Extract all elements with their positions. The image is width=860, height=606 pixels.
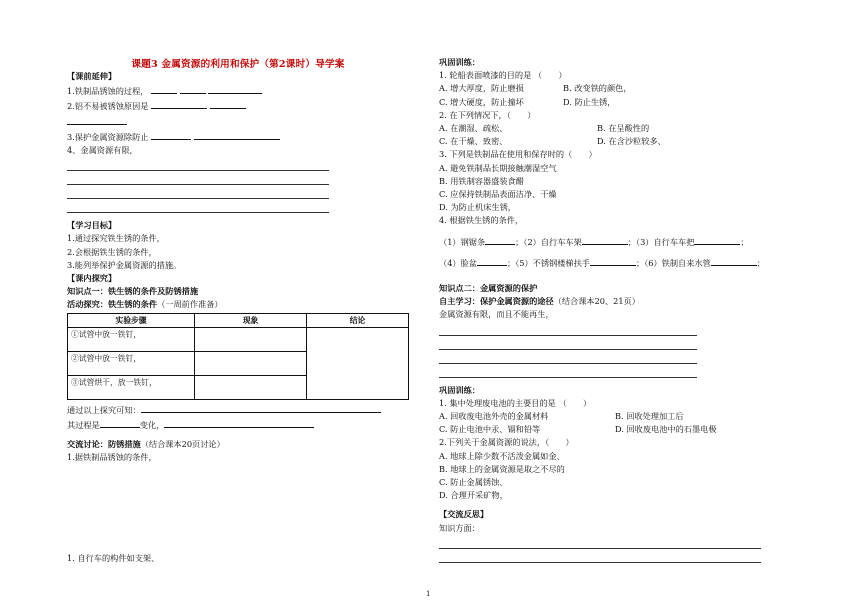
question-3-option-a[interactable]: A. 避免铁制品长期接触潮湿空气	[439, 162, 557, 173]
knowledge-point-2: 知识点二：金属资源的保护	[439, 283, 538, 294]
blank[interactable]	[711, 255, 757, 266]
answer-line[interactable]	[439, 552, 761, 563]
answer-line[interactable]	[67, 202, 329, 213]
blank[interactable]	[694, 234, 740, 245]
section-goals: 【学习目标】	[67, 220, 117, 231]
question-w1-options-ab: A. 回收废电池外壳的金属材料 B. 回收处理加工后	[439, 411, 684, 422]
step-3: ③试管烘干，放一铁钉，	[68, 375, 195, 399]
answer-line[interactable]	[67, 174, 329, 185]
header-phenomenon: 现象	[195, 313, 307, 327]
question-4-row-1: （1）钢锯条 ；（2）自行车车架 ；（3）自行车车把 ；	[439, 234, 774, 249]
phenomenon-cell[interactable]	[195, 351, 307, 375]
question-w2-option-c[interactable]: C. 防止金属锈蚀、	[439, 477, 508, 488]
goal-1: 1.通过探究铁生锈的条件，	[67, 233, 165, 244]
question-w1: 1. 集中处理废电池的主要目的是 （ ）	[439, 397, 592, 408]
blank[interactable]	[141, 402, 381, 413]
activity-title: 活动探究：铁生锈的条件（一周前作准备）	[67, 299, 223, 310]
bicycle-question: 1. 自行车的构件如支架、	[67, 553, 160, 564]
question-2-options-cd: C. 在干燥、致密、 D. 在含沙粒较多、	[439, 136, 666, 147]
discussion-item-1: 1.据铁制品锈蚀的条件，	[67, 452, 157, 463]
conclusion-line-1: 通过以上探究可知：	[67, 402, 409, 417]
answer-line[interactable]	[67, 160, 329, 171]
blank[interactable]	[151, 129, 191, 140]
header-steps: 实验步骤	[68, 313, 195, 327]
question-1-options-ab: A. 增大厚度，防止磨损 B. 改变铁的颜色，	[439, 83, 632, 94]
page-title: 课题3 金属资源的利用和保护（第2课时）导学案	[131, 59, 345, 70]
section-reflection: 【交流反思】	[439, 509, 489, 520]
question-3-option-b[interactable]: B. 用铁制容器盛装食醋	[439, 175, 524, 186]
pre-item-1: 1.铁制品锈蚀的过程，	[67, 83, 409, 98]
question-w2-option-a[interactable]: A. 地球上除少数不活泼金属如金、	[439, 450, 565, 461]
blank[interactable]	[210, 98, 246, 109]
blank[interactable]	[180, 83, 206, 94]
blank[interactable]	[477, 255, 507, 266]
blank[interactable]	[590, 255, 636, 266]
left-column	[67, 70, 409, 566]
pre-item-3: 3.保护金属资源除防止	[67, 129, 409, 144]
answer-line[interactable]	[439, 538, 761, 549]
blank[interactable]	[485, 234, 515, 245]
blank[interactable]	[151, 83, 177, 94]
question-w1-options-cd: C. 防止电池中汞、镉和铅等 D. 回收废电池中的石墨电极	[439, 424, 717, 435]
step-2: ②试管中放一铁钉，	[68, 351, 195, 375]
discussion-title: 交流讨论：防锈措施（结合课本20页讨论）	[67, 439, 225, 450]
section-in-class: 【课内探究】	[67, 273, 117, 284]
answer-line[interactable]	[439, 367, 697, 378]
practice-title-2: 巩固训练：	[439, 384, 480, 395]
blank[interactable]	[208, 83, 262, 94]
page-number: 1	[426, 590, 431, 598]
blank[interactable]	[100, 417, 140, 428]
experiment-table	[67, 313, 409, 400]
question-w2: 2.下列关于金属资源的说法，（ ）	[439, 437, 574, 448]
blank[interactable]	[582, 234, 628, 245]
phenomenon-cell[interactable]	[195, 375, 307, 399]
goal-2: 2.会根据铁生锈的条件，	[67, 246, 157, 257]
section-pre-class: 【课前延伸】	[67, 71, 117, 81]
question-3-option-d[interactable]: D. 为防止机床生锈，	[439, 202, 516, 213]
header-conclusion: 结论	[307, 313, 409, 327]
answer-line[interactable]	[67, 188, 329, 199]
goal-3: 3.能列举保护金属资源的措施。	[67, 259, 182, 270]
self-study-question: 金属资源有限，而且不能再生，	[439, 309, 554, 320]
blank[interactable]	[194, 129, 280, 140]
question-1-options-cd: C. 增大硬度，防止撞坏 D. 防止生锈，	[439, 96, 616, 107]
question-3: 3. 下列是铁制品在使用和保存时的（ ）	[439, 149, 597, 160]
pre-item-2b	[67, 114, 409, 129]
phenomenon-cell[interactable]	[195, 327, 307, 351]
blank[interactable]	[164, 417, 314, 428]
practice-title-1: 巩固训练：	[439, 57, 480, 67]
question-3-option-c[interactable]: C. 应保持铁制品表面洁净、干燥	[439, 189, 557, 200]
conclusion-cell[interactable]	[307, 327, 409, 399]
pre-item-4: 4、金属资源有限，	[67, 145, 138, 156]
question-w2-option-b[interactable]: B. 地球上的金属资源是取之不尽的	[439, 463, 565, 474]
question-w2-option-d[interactable]: D. 合理开采矿物，	[439, 490, 508, 501]
blank[interactable]	[67, 114, 127, 125]
question-2-options-ab: A. 在潮湿、疏松、 B. 在呈酸性的	[439, 123, 650, 134]
step-1: ①试管中放一铁钉，	[68, 327, 195, 351]
blank[interactable]	[151, 98, 207, 109]
answer-line[interactable]	[439, 339, 697, 350]
question-1: 1. 轮船表面喷漆的目的是 （ ）	[439, 70, 567, 81]
conclusion-line-2: 其过程是 变化，	[67, 417, 409, 432]
answer-line[interactable]	[439, 353, 697, 364]
knowledge-point-1: 知识点一：铁生锈的条件及防锈措施	[67, 286, 199, 297]
question-4-row-2: （4）脸盆 ；（5）不锈钢楼梯扶手 ；（6）铁制自来水管 ；	[439, 255, 774, 270]
pre-item-2: 2.铝不易被锈蚀原因是	[67, 98, 409, 113]
question-4: 4. 根据铁生锈的条件，	[439, 215, 524, 226]
answer-line[interactable]	[439, 325, 697, 336]
reflection-knowledge: 知识方面：	[439, 522, 480, 533]
self-study-title: 自主学习：保护金属资源的途径（结合课本20、21页）	[439, 296, 640, 307]
right-column	[439, 56, 774, 563]
question-2: 2. 在下列情况下，（ ）	[439, 109, 536, 120]
